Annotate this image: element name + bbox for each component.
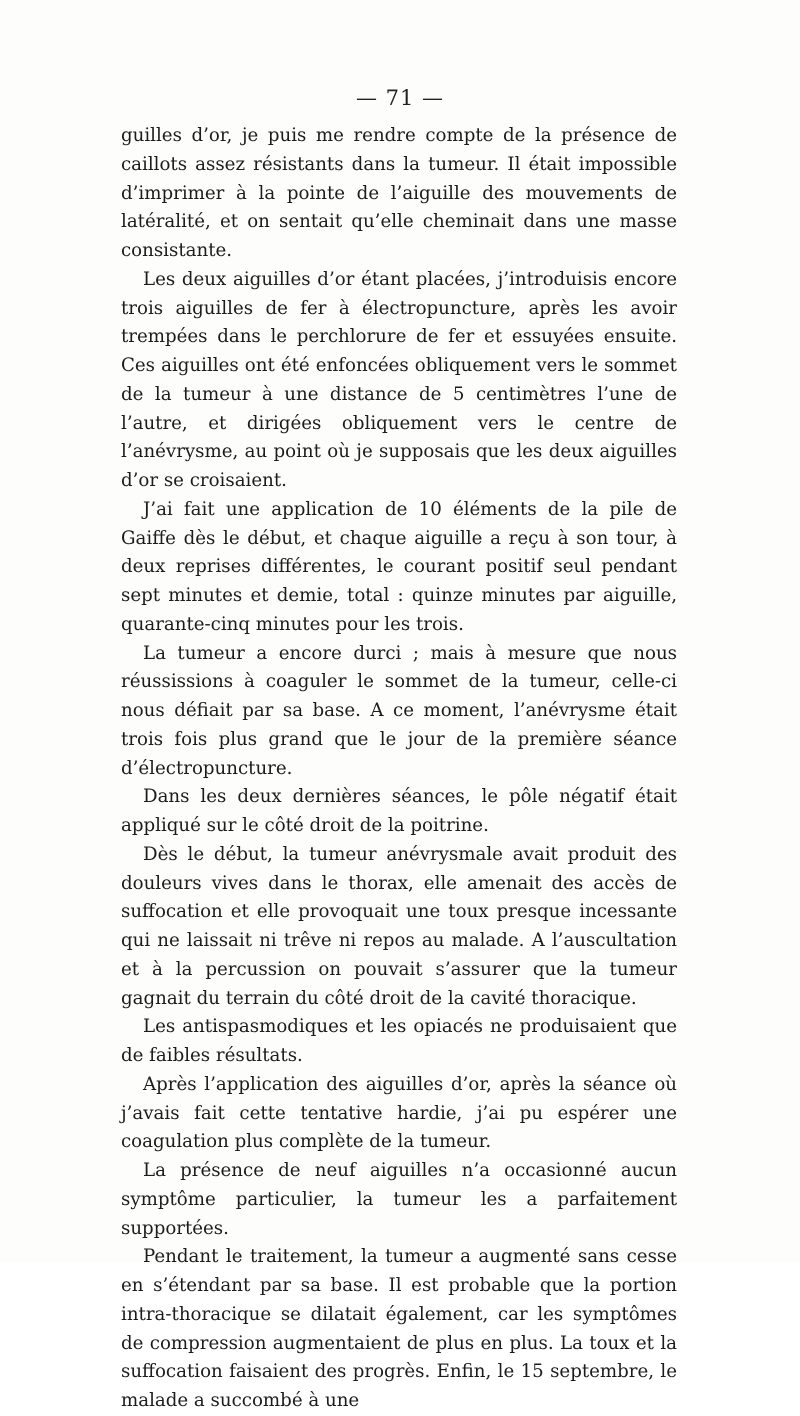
paragraph: Dès le début, la tumeur anévrysmale avait produit des douleurs vives dans le thorax, elle amenait des accès de suffocation et elle provoquait une toux presque incessante qui ne laissait ni trêve ni repos au malade. A l’auscultation et à la percussion on pouvait s’assurer que la tumeur gagnait du terrain du côté droit de la cavité thoracique. (121, 843, 677, 1009)
body-text (121, 122, 677, 1416)
paragraph: La tumeur a encore durci ; mais à mesure que nous réussissions à coaguler le sommet de la tumeur, celle-ci nous défiait par sa base. A ce moment, l’anévrysme était trois fois plus grand que le jour de la première séance d’électropuncture. (121, 642, 677, 779)
paragraph: J’ai fait une application de 10 éléments de la pile de Gaiffe dès le début, et chaque aiguille a reçu à son tour, à deux reprises différentes, le courant positif seul pendant sept minutes et demie, total : quinze minutes par aiguille, quarante-cinq minutes pour les trois. (121, 498, 677, 635)
paragraph: Les deux aiguilles d’or étant placées, j’introduisis encore trois aiguilles de fer à électropuncture, après les avoir trempées dans le perchlorure de fer et essuyées ensuite. Ces aiguilles ont été enfoncées obliquement vers le sommet de la tumeur à une distance de 5 centimètres l’une de l’autre, et dirigées obliquement vers le centre de l’anévrysme, au point où je supposais que les deux aiguilles d’or se croisaient. (121, 268, 677, 491)
paragraph: guilles d’or, je puis me rendre compte de la présence de caillots assez résistants dans la tumeur. Il était impossible d’imprimer à la pointe de l’aiguille des mouvements de latéralité, et on sentait qu’elle cheminait dans une masse consistante. (121, 125, 677, 261)
page-number: — 71 — (355, 86, 445, 110)
paragraph: Les antispasmodiques et les opiacés ne produisaient que de faibles résultats. (121, 1016, 677, 1066)
paragraph: La présence de neuf aiguilles n’a occasionné aucun symptôme particulier, la tumeur les a parfaitement supportées. (121, 1160, 677, 1239)
paragraph: Dans les deux dernières séances, le pôle négatif était appliqué sur le côté droit de la poitrine. (121, 786, 677, 836)
paragraph: Pendant le traitement, la tumeur a augmenté sans cesse en s’étendant par sa base. Il est probable que la portion intra-thoracique se dilatait également, car les symptômes de compression augmentaient de plus en plus. La toux et la suffocation faisaient des progrès. Enfin, le 15 septembre, le malade a succombé à une (121, 1246, 677, 1411)
paragraph: Après l’application des aiguilles d’or, après la séance où j’avais fait cette tentative hardie, j’ai pu espérer une coagulation plus complète de la tumeur. (121, 1073, 677, 1153)
